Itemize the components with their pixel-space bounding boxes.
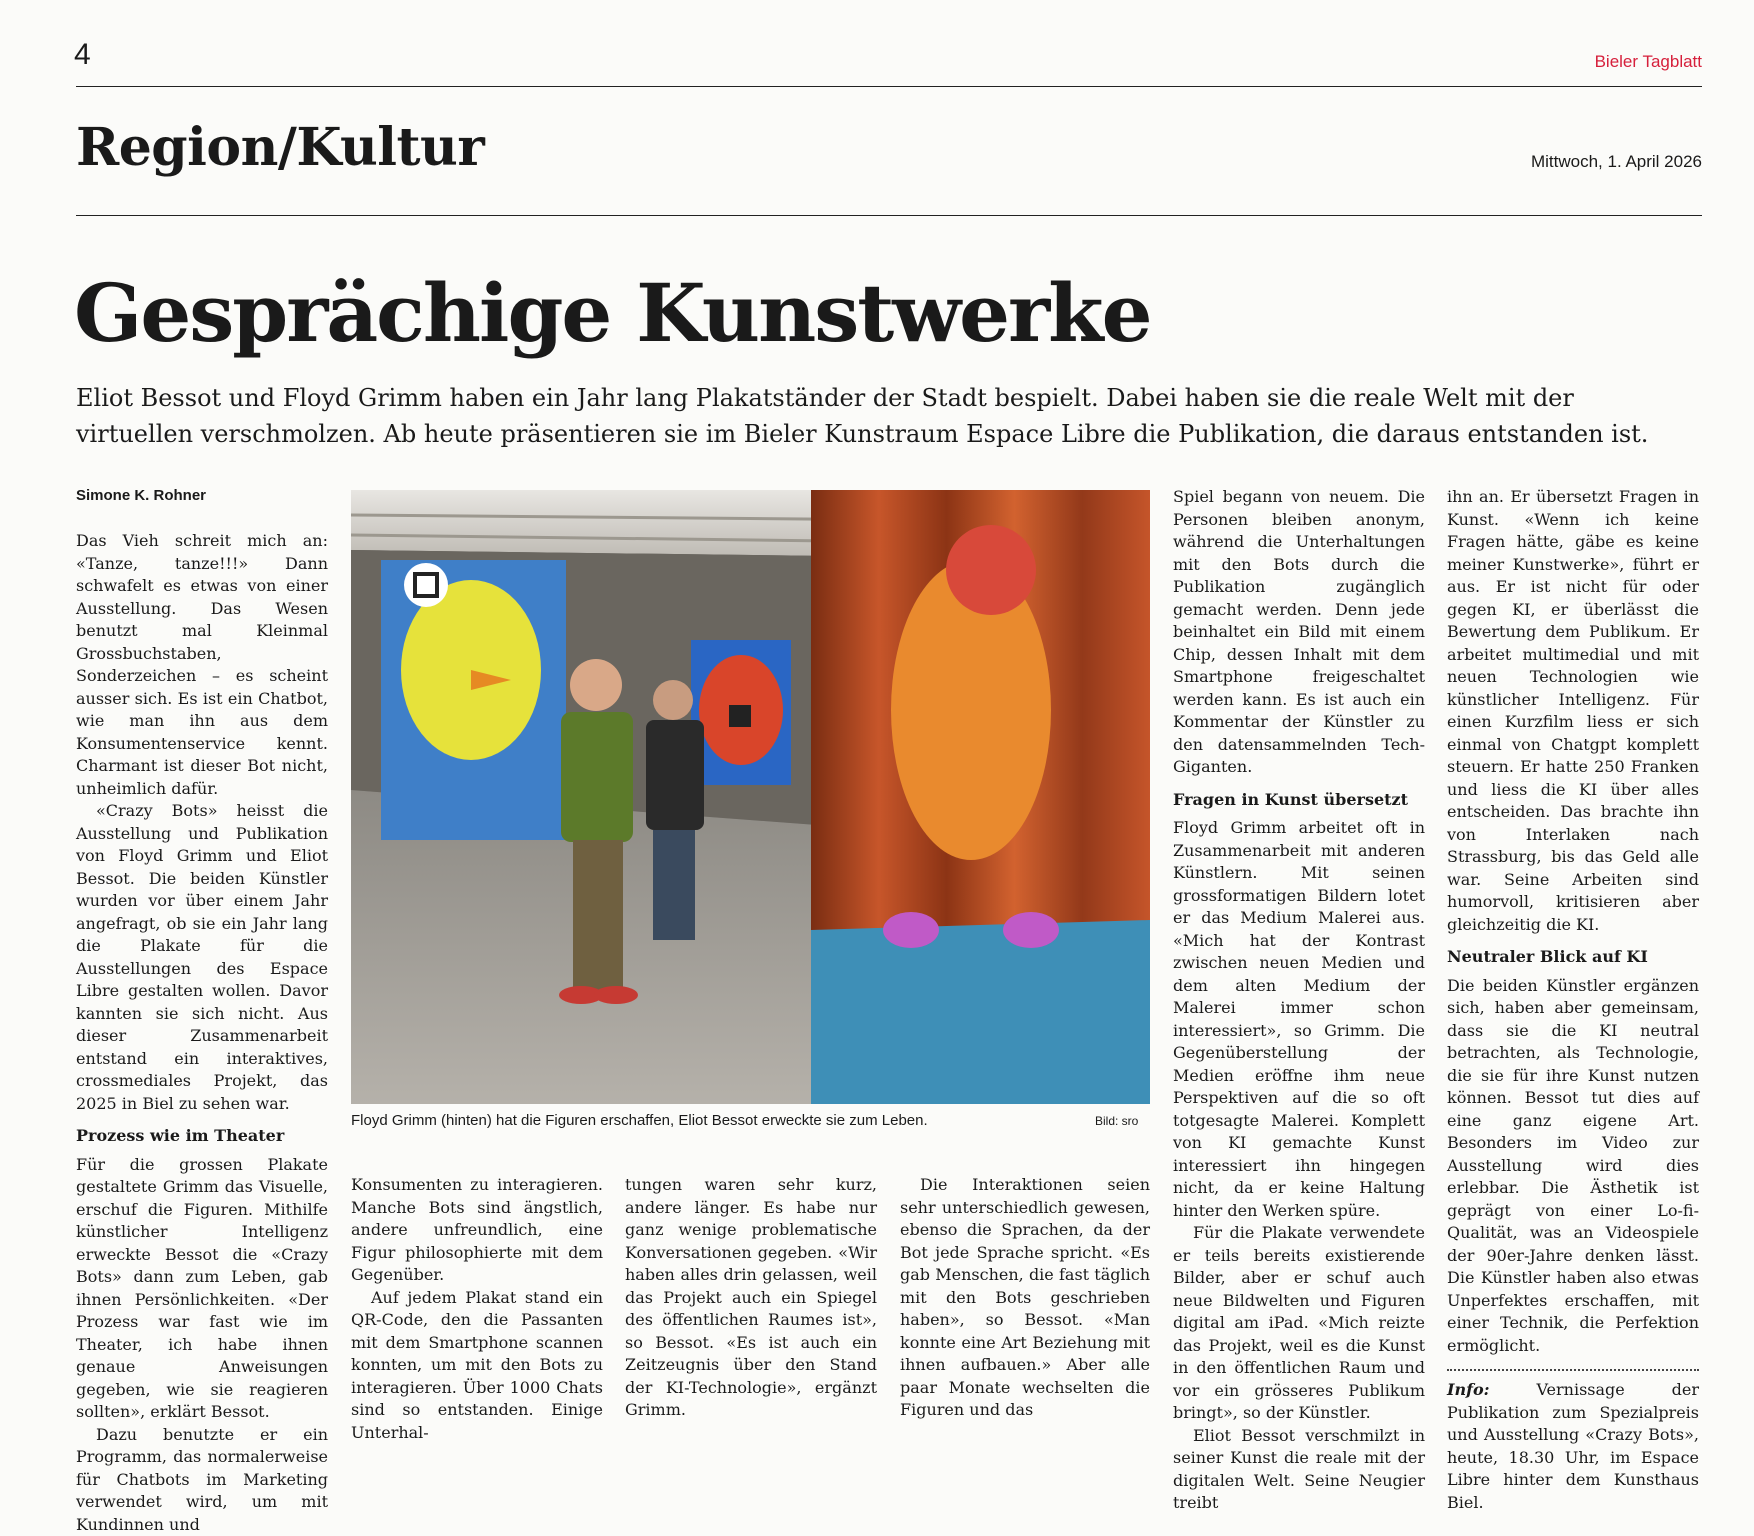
info-text: Vernissage der Publikation zum Spezialpreis und Ausstellung «Crazy Bots», heute, 18.30 Uhr, im Espace Libre hinter dem Kunsthaus Biel. — [1447, 1380, 1699, 1512]
info-label: Info: — [1447, 1380, 1490, 1399]
paragraph: «Crazy Bots» heisst die Ausstellung und Publikation von Floyd Grimm und Eliot Bessot. Die beiden Künstler wurden vor über einem Jahr angefragt, ob sie ein Jahr lang die Plakate für die Ausstellungen des Espace Libre gestalten wollen. Davor kannten sie sich nicht. Aus dieser Zusammenarbeit entstand ein interaktives, crossmediales Projekt, das 2025 in Biel zu sehen war. — [76, 800, 328, 1115]
paragraph: Die beiden Künstler ergänzen sich, haben aber gemeinsam, dass sie die KI neutral betrachten, als Technologie, die sie für ihre Kunst nutzen können. Bessot tut dies auf eine ganz eigene Art. Besonders im Video zur Ausstellung wird dies erlebbar. Die Ästhetik ist geprägt von einer Lo-fi-Qualität, was an Videospiele der 90er-Jahre denken lässt. Die Künstler haben also etwas Unperfektes erschaffen, mit einer Technik, die Perfektion ermöglicht. — [1447, 975, 1699, 1358]
article-lead: Eliot Bessot und Floyd Grimm haben ein Jahr lang Plakatständer der Stadt bespielt. Dabei haben sie die reale Welt mit der virtuellen verschmolzen. Ab heute präsentieren sie im Bieler Kunstraum Espace Libre die Publikation, die daraus entstanden ist. — [76, 380, 1696, 452]
paragraph: Das Vieh schreit mich an: «Tanze, tanze!!!» Dann schwafelt es etwas von einer Ausstellung. Das Wesen benutzt mal Kleinmal Grossbuchstaben, Sonderzeichen – es scheint ausser sich. Es ist ein Chatbot, wie man ihn aus dem Konsumentenservice kennt. Charmant ist dieser Bot nicht, unheimlich dafür. — [76, 530, 328, 800]
author-byline: Simone K. Rohner — [76, 487, 206, 504]
photo-credit: Bild: sro — [1095, 1114, 1138, 1128]
subheading: Prozess wie im Theater — [76, 1125, 328, 1148]
article-column-5 — [1173, 486, 1425, 1515]
paragraph: Floyd Grimm arbeitet oft in Zusammenarbeit mit anderen Künstlern. Mit seinen grossformatigen Bildern lotet er das Medium Malerei aus. «Mich hat der Kontrast zwischen neuen Medien und dem alten Medium der Malerei immer schon interessiert», so Grimm. Die Gegenüberstellung der Medien eröffne ihm neue Perspektiven auf die so oft totgesagte Malerei. Komplett von KI gemachte Kunst interessiert ihn hingegen nicht, da er keine Haltung hinter den Werken spüre. — [1173, 817, 1425, 1222]
info-box — [1447, 1369, 1699, 1514]
top-rule — [76, 86, 1702, 87]
issue-date: Mittwoch, 1. April 2026 — [1531, 152, 1702, 172]
paragraph: tungen waren sehr kurz, andere länger. Es habe nur ganz wenige problematische Konversationen gegeben. «Wir haben alles drin gelassen, weil das Projekt auch ein Spiegel des öffentlichen Raumes ist», so Bessot. «Es ist auch ein Zeitzeugnis über den Stand der KI-Technologie», ergänzt Grimm. — [625, 1174, 877, 1422]
article-headline: Gesprächige Kunstwerke — [74, 273, 1150, 353]
newspaper-name: Bieler Tagblatt — [1595, 52, 1702, 72]
paragraph: Für die grossen Plakate gestaltete Grimm das Visuelle, erschuf die Figuren. Mithilfe künstlicher Intelligenz erweckte Bessot die «Crazy Bots» dann zum Leben, gab ihnen Persönlichkeiten. «Der Prozess war fast wie im Theater, ich habe ihnen genaue Anweisungen gegeben, wie sie reagieren sollten», erklärt Bessot. — [76, 1154, 328, 1424]
paragraph: Eliot Bessot verschmilzt in seiner Kunst die reale mit der digitalen Welt. Seine Neugier treibt — [1173, 1425, 1425, 1515]
photo-caption: Floyd Grimm (hinten) hat die Figuren erschaffen, Eliot Bessot erweckte sie zum Leben. — [351, 1112, 928, 1129]
paragraph: Die Interaktionen seien sehr unterschiedlich gewesen, ebenso die Sprachen, da der Bot jede Sprache spricht. «Es gab Menschen, die fast täglich mit den Bots geschrieben haben», so Bessot. «Man konnte eine Art Beziehung mit ihnen aufbauen.» Aber alle paar Monate wechselten die Figuren und das — [900, 1174, 1150, 1422]
paragraph: ihn an. Er übersetzt Fragen in Kunst. «Wenn ich keine Fragen hätte, gäbe es keine meiner Kunstwerke», führt er aus. Er ist nicht für oder gegen KI, er überlässt die Bewertung dem Publikum. Er arbeitet multimedial und mit neuen Technologien wie künstlicher Intelligenz. Für einen Kurzfilm liess er sich einmal von Chatgpt komplett steuern. Er hatte 250 Franken und liess die KI über alles entscheiden. Das brachte ihn von Interlaken nach Strassburg, bis das Geld alle war. Seine Arbeiten sind humorvoll, kritisieren aber gleichzeitig die KI. — [1447, 486, 1699, 936]
paragraph: Konsumenten zu interagieren. Manche Bots sind ängstlich, andere unfreundlich, eine Figur philosophierte mit dem Gegenüber. — [351, 1174, 603, 1287]
section-rule — [76, 215, 1702, 216]
paragraph: Für die Plakate verwendete er teils bereits existierende Bilder, aber er schuf auch neue Bildwelten und Figuren digital am iPad. «Mich reizte das Projekt, weil es die Kunst in den öffentlichen Raum und vor ein grösseres Publikum bringt», so der Künstler. — [1173, 1222, 1425, 1425]
paragraph: Spiel begann von neuem. Die Personen bleiben anonym, während die Unterhaltungen mit den Bots durch die Publikation zugänglich gemacht werden. Denn jede beinhaltet ein Bild mit einem Chip, dessen Inhalt mit dem Smartphone freigeschaltet werden kann. Es ist auch ein Kommentar der Künstler zu den datensammelnden Tech-Giganten. — [1173, 486, 1425, 779]
article-column-1 — [76, 530, 328, 1536]
subheading: Fragen in Kunst übersetzt — [1173, 789, 1425, 812]
article-column-2 — [351, 1174, 603, 1444]
article-column-6 — [1447, 486, 1699, 1514]
paragraph: Auf jedem Plakat stand ein QR-Code, den die Passanten mit dem Smartphone scannen konnten, um mit den Bots zu interagieren. Über 1000 Chats sind so entstanden. Einige Unterhal- — [351, 1287, 603, 1445]
article-column-4 — [900, 1174, 1150, 1422]
paragraph: Dazu benutzte er ein Programm, das normalerweise für Chatbots im Marketing verwendet wird, um mit Kundinnen und — [76, 1424, 328, 1536]
section-title: Region/Kultur — [76, 117, 484, 178]
subheading: Neutraler Blick auf KI — [1447, 946, 1699, 969]
exhibition-photo-illustration — [351, 490, 1150, 1104]
page-number: 4 — [74, 38, 91, 72]
article-column-3 — [625, 1174, 877, 1422]
article-photo — [351, 490, 1150, 1104]
